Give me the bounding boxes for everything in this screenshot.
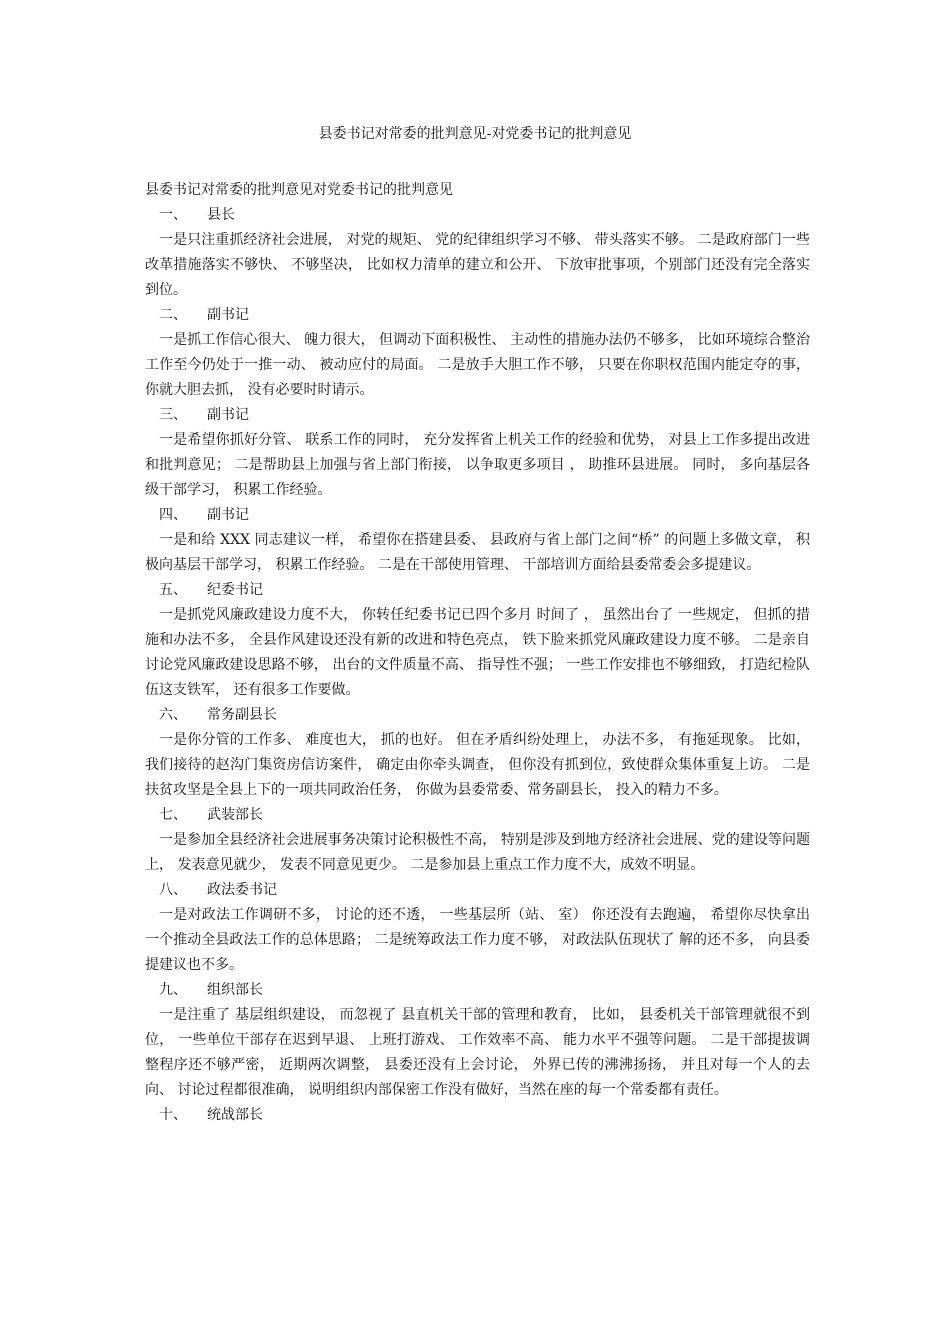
- section-paragraph: 一是和给 XXX 同志建议一样， 希望你在搭建县委、 县政府与省上部门之间“桥” 的问题上多做文章， 积极向基层干部学习， 积累工作经验。 二是在干部使用管理、 干部培训方面给县委常委会多提建议。: [145, 532, 810, 573]
- section-heading: [145, 878, 810, 903]
- section-heading-text: 政法委书记: [207, 882, 277, 898]
- section-number: 七、: [159, 807, 187, 823]
- section-number: 五、: [159, 582, 187, 598]
- section-paragraph: 一是抓工作信心很大、 魄力很大， 但调动下面积极性、 主动性的措施办法仍不够多， 比如环境综合整治工作至今仍处于一推一动、 被动应付的局面。 二是放手大胆工作不够， 只要在你职权范围内能定夺的事， 你就大胆去抓， 没有必要时时请示。: [145, 332, 810, 398]
- section-heading-text: 纪委书记: [207, 582, 263, 598]
- section-paragraph: 一是希望你抓好分管、 联系工作的同时， 充分发挥省上机关工作的经验和优势， 对县上工作多提出改进和批判意见； 二是帮助县上加强与省上部门衔接， 以争取更多项目 ， 助推环县进展。 同时， 多向基层各级干部学习， 积累工作经验。: [145, 432, 810, 498]
- section-paragraph: 一是注重了 基层组织建设， 而忽视了 县直机关干部的管理和教育， 比如， 县委机关干部管理就很不到位， 一些单位干部存在迟到早退、 上班打游戏、 工作效率不高、 能力水平不强等问题。 二是干部提拔调整程序还不够严密， 近期两次调整， 县委还没有上会讨论， 外界已传的沸沸扬扬， 并且对每一个人的去向、 讨论过程都很准确， 说明组织内部保密工作没有做好，当然在座的每一个常委都有责任。: [145, 1007, 810, 1098]
- section-number: 十、: [159, 1107, 187, 1123]
- section-number: 三、: [159, 407, 187, 423]
- section-heading: [145, 1103, 810, 1128]
- section-heading: [145, 503, 810, 528]
- section-number: 六、: [159, 707, 187, 723]
- section-heading-text: 常务副县长: [207, 707, 277, 723]
- section-number: 九、: [159, 982, 187, 998]
- section-heading-text: 副书记: [207, 407, 249, 423]
- section-paragraph: 一是对政法工作调研不多， 讨论的还不透， 一些基层所（站、 室） 你还没有去跑遍， 希望你尽快拿出一个推动全县政法工作的总体思路； 二是统筹政法工作力度不够， 对政法队伍现状了 解的还不多， 向县委提建议也不多。: [145, 907, 810, 973]
- section-heading-text: 统战部长: [207, 1107, 263, 1123]
- section-heading: [145, 978, 810, 1003]
- section-heading: [145, 403, 810, 428]
- section-heading-text: 组织部长: [207, 982, 263, 998]
- document-title: 县委书记对常委的批判意见-对党委书记的批判意见: [318, 126, 632, 142]
- section-paragraph: 一是抓党风廉政建设力度不大， 你转任纪委书记已四个多月 时间了 ， 虽然出台了 一些规定， 但抓的措施和办法不多， 全县作风建设还没有新的改进和特色亮点， 铁下脸来抓党风廉政建设力度不够。 二是亲自讨论党风廉政建设思路不够， 出台的文件质量不高、 指导性不强； 一些工作安排也不够细致， 打造纪检队伍这支铁军， 还有很多工作要做。: [145, 607, 810, 698]
- section-number: 一、: [159, 207, 187, 223]
- section-heading-text: 武装部长: [207, 807, 263, 823]
- section-paragraph: 一是只注重抓经济社会进展， 对党的规矩、 党的纪律组织学习不够、 带头落实不够。 二是政府部门一些改革措施落实不够快、 不够坚决， 比如权力清单的建立和公开、 下放审批事项，个别部门还没有完全落实到位。: [145, 232, 810, 298]
- section-heading: [145, 303, 810, 328]
- section-heading: [145, 203, 810, 228]
- document-subtitle: 县委书记对常委的批判意见对党委书记的批判意见: [145, 182, 453, 198]
- section-number: 二、: [159, 307, 187, 323]
- section-heading-text: 副书记: [207, 307, 249, 323]
- section-number: 四、: [159, 507, 187, 523]
- section-heading: [145, 578, 810, 603]
- section-paragraph: 一是你分管的工作多、 难度也大， 抓的也好。 但在矛盾纠纷处理上， 办法不多， 有拖延现象。 比如， 我们接待的赵沟门集资房信访案件， 确定由你牵头调查， 但你没有抓到位，致使群众集体重复上访。 二是扶贫攻坚是全县上下的一项共同政治任务， 你做为县委常委、常务副县长， 投入的精力不多。: [145, 732, 810, 798]
- section-heading: [145, 803, 810, 828]
- section-paragraph: 一是参加全县经济社会进展事务决策讨论积极性不高， 特别是涉及到地方经济社会进展、党的建设等问题上， 发表意见就少， 发表不同意见更少。 二是参加县上重点工作力度不大，成效不明显。: [145, 832, 810, 873]
- document-body: [145, 178, 810, 1128]
- section-heading-text: 副书记: [207, 507, 249, 523]
- section-number: 八、: [159, 882, 187, 898]
- section-heading: [145, 703, 810, 728]
- section-heading-text: 县长: [207, 207, 235, 223]
